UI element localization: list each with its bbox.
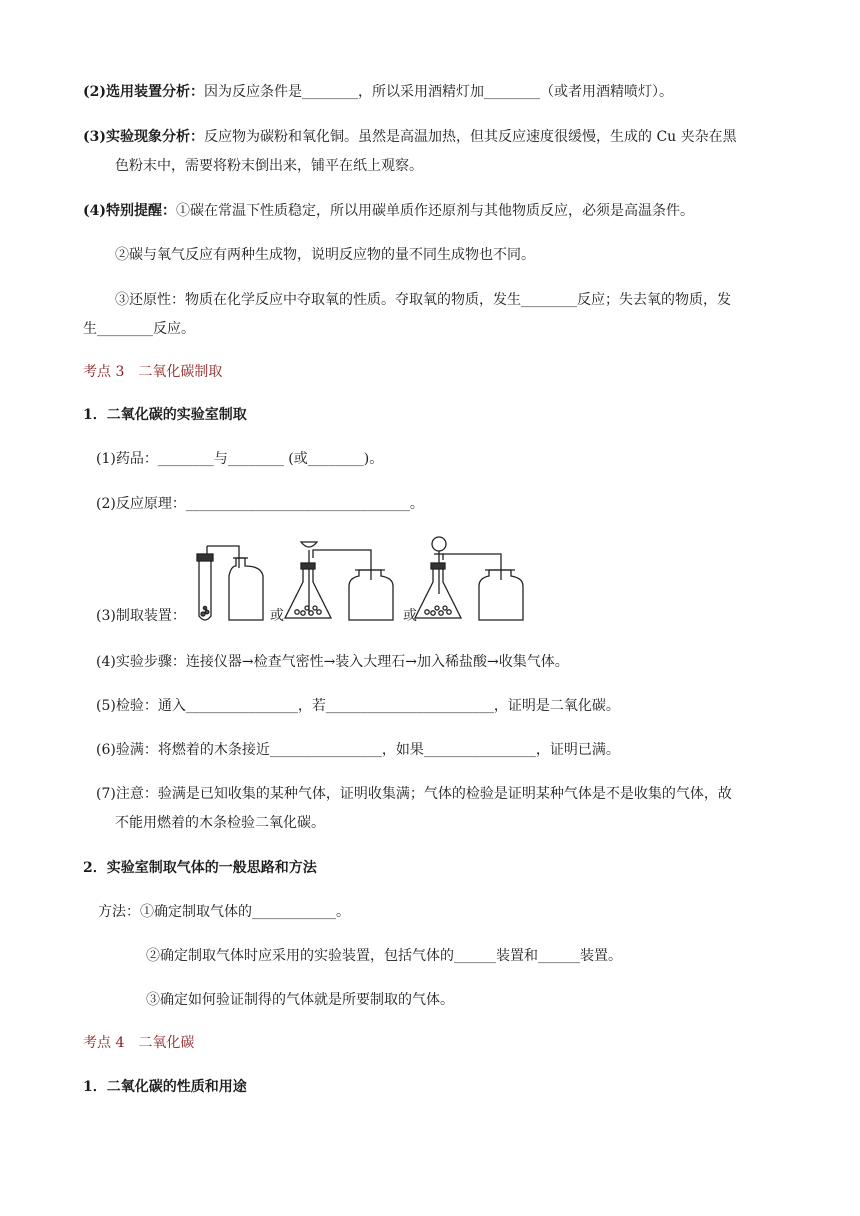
or-text-1: 或 bbox=[270, 608, 284, 624]
item-label: (2)反应原理： bbox=[96, 496, 186, 512]
item-label: (3)实验现象分析： bbox=[83, 129, 204, 145]
item-note bbox=[96, 784, 732, 804]
conical-flask-icon bbox=[285, 542, 331, 618]
method-3: ③确定如何验证制得的气体就是所要制取的气体。 bbox=[146, 992, 454, 1008]
item-steps bbox=[96, 652, 569, 672]
gas-bottle-icon bbox=[229, 558, 263, 620]
delivery-tube-3 bbox=[443, 554, 501, 580]
method-label: 方法： bbox=[98, 904, 140, 920]
section-title-kaodian3: 考点 3 二氧化碳制取 bbox=[83, 364, 223, 380]
item-device-analysis bbox=[83, 82, 673, 102]
method-2: ②确定制取气体时应采用的实验装置，包括气体的______装置和______装置。 bbox=[146, 948, 622, 964]
item-text: ________________________________。 bbox=[185, 496, 424, 512]
item-label: (1)药品： bbox=[96, 451, 158, 467]
item-text: 反应物为碳粉和氧化铜。虽然是高温加热，但其反应速度很缓慢，生成的 Cu 夹杂在黑 bbox=[204, 129, 737, 145]
item-text: ①碳在常温下性质稳定，所以用碳单质作还原剂与其他物质反应，必须是高温条件。 bbox=[176, 203, 694, 219]
item-phenomenon-cont: 色粉末中，需要将粉末倒出来，铺平在纸上观察。 bbox=[115, 158, 423, 174]
item-label: (4)实验步骤： bbox=[96, 654, 186, 670]
delivery-tube-2 bbox=[313, 550, 371, 580]
method-text: ①确定制取气体的____________。 bbox=[140, 904, 350, 920]
item-test bbox=[96, 696, 620, 716]
section-title-kaodian4: 考点 4 二氧化碳 bbox=[83, 1035, 195, 1051]
item-text: 通入________________，若________________________，证明是二氧化碳。 bbox=[157, 698, 620, 714]
item-label: (5)检验： bbox=[96, 698, 158, 714]
subsection-title-co2-properties: 1．二氧化碳的性质和用途 bbox=[83, 1079, 247, 1095]
item-reminder-3: ③还原性：物质在化学反应中夺取氧的性质。夺取氧的物质，发生________反应；失去氧的物质，发 bbox=[115, 292, 731, 308]
apparatus-illustration bbox=[183, 536, 528, 624]
subsection-title-general-method: 2．实验室制取气体的一般思路和方法 bbox=[83, 860, 317, 876]
item-text: 将燃着的木条接近________________，如果________________，证明已满。 bbox=[157, 742, 620, 758]
item-text: 验满是已知收集的某种气体，证明收集满；气体的检验是证明某种气体是不是收集的气体，故 bbox=[157, 786, 732, 802]
item-text: ________与________ (或________)。 bbox=[157, 451, 384, 467]
item-label: (7)注意： bbox=[96, 786, 158, 802]
or-text-2: 或 bbox=[403, 608, 417, 624]
item-phenomenon-analysis bbox=[83, 127, 737, 147]
separatory-funnel-flask-icon bbox=[415, 537, 461, 618]
item-reminder-2: ②碳与氧气反应有两种生成物，说明反应物的量不同生成物也不同。 bbox=[115, 247, 535, 263]
subsection-title-co2-lab-prep: 1．二氧化碳的实验室制取 bbox=[83, 407, 247, 423]
item-text: 连接仪器→检查气密性→装入大理石→加入稀盐酸→收集气体。 bbox=[185, 654, 569, 670]
item-reminder-3-cont: 生________反应。 bbox=[83, 321, 195, 337]
item-drugs bbox=[96, 449, 383, 469]
item-text: 因为反应条件是________，所以采用酒精灯加________（或者用酒精喷灯）。 bbox=[204, 84, 673, 100]
item-device-label: (3)制取装置： bbox=[96, 608, 186, 624]
item-special-reminder bbox=[83, 201, 694, 221]
item-principle bbox=[96, 494, 424, 514]
test-tube-icon bbox=[197, 546, 213, 620]
method-1 bbox=[98, 902, 350, 922]
item-label: (4)特别提醒： bbox=[83, 203, 176, 219]
item-full-check bbox=[96, 740, 620, 760]
item-label: (2)选用装置分析： bbox=[83, 84, 204, 100]
item-note-cont: 不能用燃着的木条检验二氧化碳。 bbox=[115, 815, 325, 831]
item-label: (6)验满： bbox=[96, 742, 158, 758]
